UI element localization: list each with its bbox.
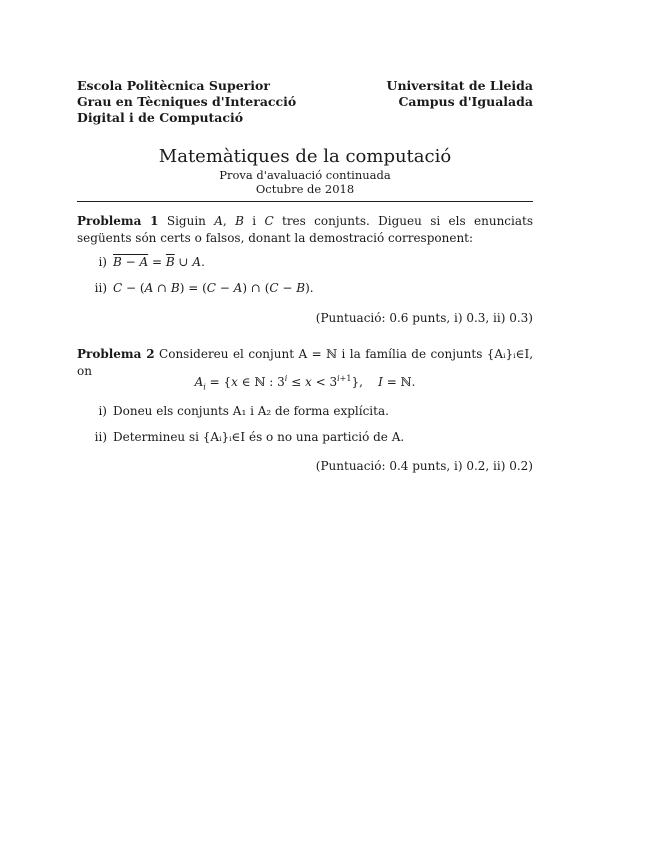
item-number: ii) (94, 430, 107, 444)
exam-subtitle: Prova d'avaluació continuada (219, 168, 391, 182)
set-definition-equation: $A_i = \{x$ ∈ ℕ : $3^i \le x < 3^{i+1}$}, I = ℕ. (194, 374, 416, 392)
problem-1-score: (Puntuació: 0.6 punts, i) 0.3, ii) 0.3) (315, 311, 533, 325)
title-divider (77, 201, 533, 202)
degree-line-1: Grau en Tècniques d'Interacció (77, 94, 297, 109)
problem-1-label: Problema 1 (77, 214, 159, 228)
item-number: i) (98, 404, 107, 418)
problem-2-item-1 (77, 403, 533, 419)
campus-line: Campus d'Igualada (398, 94, 533, 109)
university-info (387, 78, 533, 110)
degree-line-2: Digital i de Computació (77, 110, 244, 125)
exam-date: Octubre de 2018 (255, 182, 355, 196)
item-number: i) (98, 255, 107, 269)
school-info (77, 78, 296, 126)
item-text: Determineu si {Aᵢ}ᵢ∈I és o no una partició de A. (113, 430, 405, 444)
item-text: Doneu els conjunts A₁ i A₂ de forma explícita. (113, 404, 389, 418)
item-number: ii) (94, 281, 107, 295)
problem-1-statement: Problema 1 Siguin A, B i C tres conjunts. Digueu si els enunciats següents són certs o falsos, donant la demostració corresponent: (77, 214, 533, 245)
exam-title: Matemàtiques de la computació (158, 146, 452, 167)
school-line: Escola Politècnica Superior (77, 78, 270, 93)
problem-1-intro-a: Siguin (166, 214, 215, 228)
problem-1-item-2 (77, 280, 533, 296)
problem-2-intro: Considereu el conjunt A = ℕ i la família de conjunts {Aᵢ}ᵢ∈I, on (77, 347, 534, 378)
problem-2-score: (Puntuació: 0.4 punts, i) 0.2, ii) 0.2) (315, 459, 533, 473)
problem-1-item-1 (77, 254, 533, 270)
problem-2-label: Problema 2 (77, 347, 155, 361)
item-formula: C − (A ∩ B) = (C − A) ∩ (C − B). (113, 281, 314, 295)
problem-1-intro-b: tres conjunts. Digueu si els enunciats següents són certs o falsos, donant la demostració corresponent: (77, 214, 533, 245)
university-line: Universitat de Lleida (386, 78, 533, 93)
problem-2-item-2 (77, 429, 533, 445)
item-formula: $B - A = \overline{B}$ ∪ A. (113, 255, 205, 269)
title-block (77, 146, 533, 196)
